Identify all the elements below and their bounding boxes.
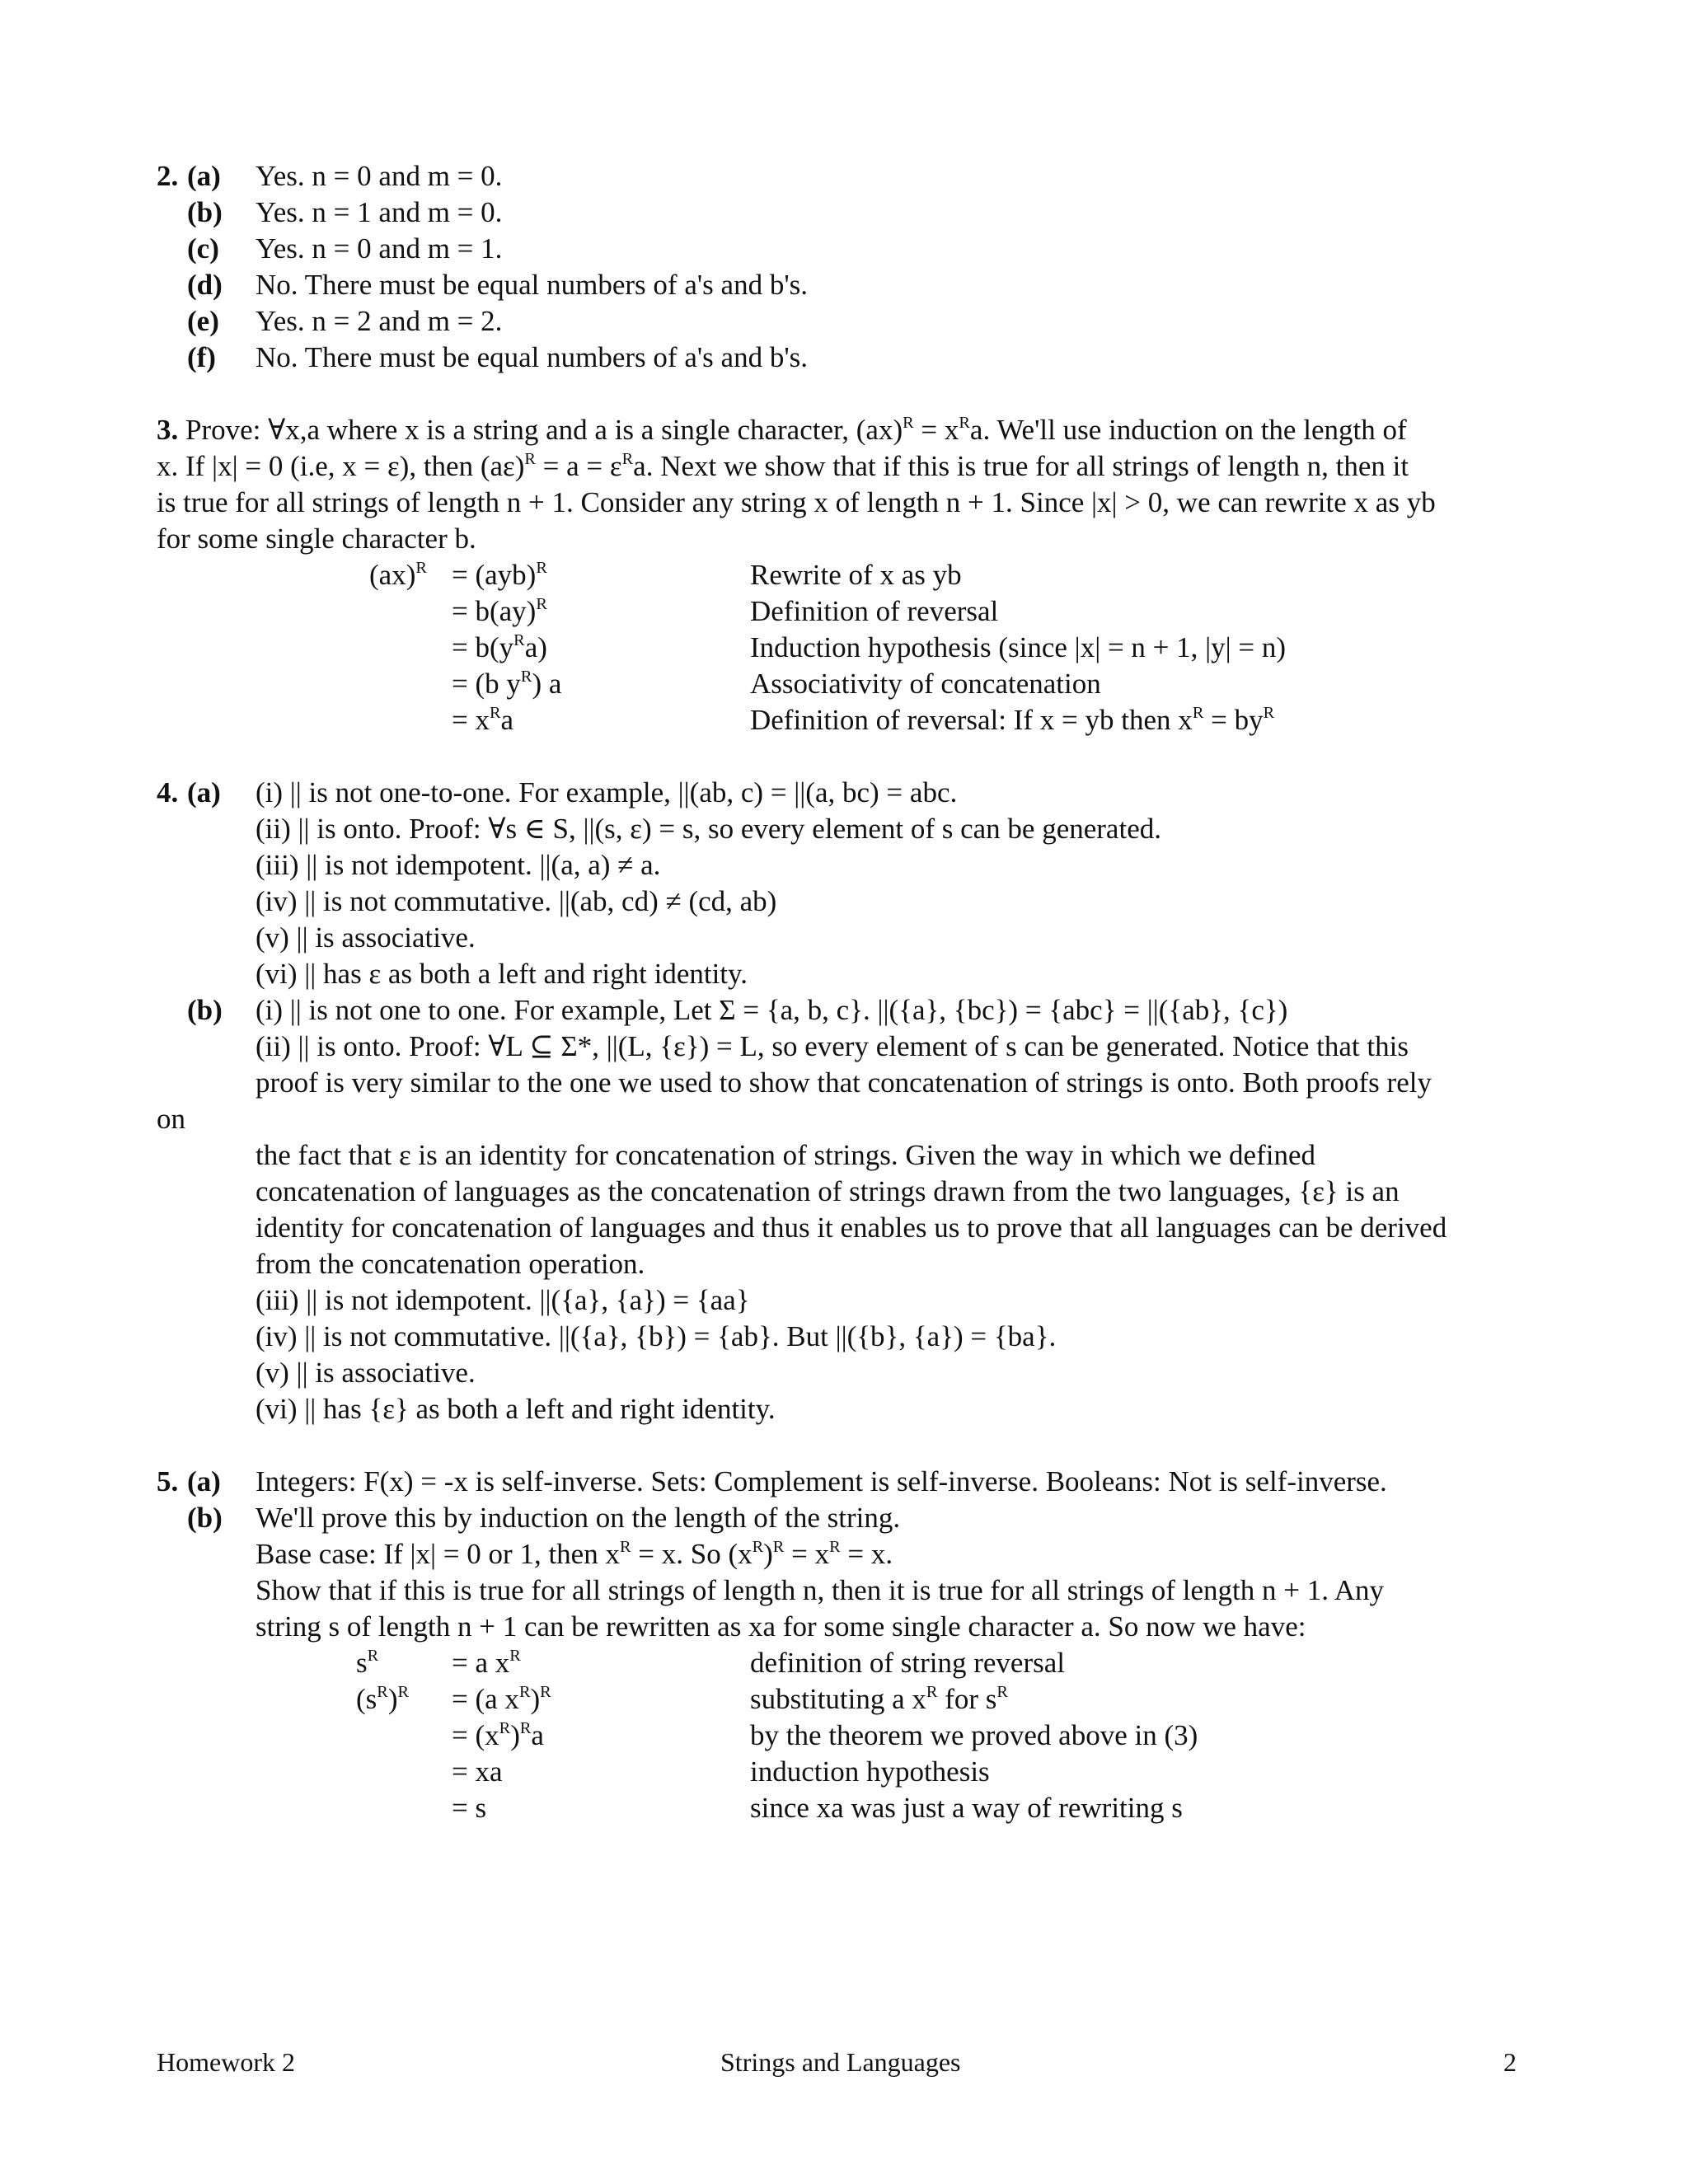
q5a-letter: (a): [187, 1465, 221, 1497]
q2d-text: No. There must be equal numbers of a's and b's.: [256, 269, 809, 301]
q3-deriv-note-2: Definition of reversal: [750, 595, 999, 627]
q4b-item-ii-line-3: the fact that ε is an identity for concatenation of strings. Given the way in which we defined: [256, 1139, 1315, 1171]
footer-page-number: 2: [1503, 2047, 1517, 2077]
q4b-item-v: (v) || is associative.: [256, 1357, 476, 1389]
q2e-text: Yes. n = 2 and m = 2.: [256, 305, 503, 337]
q5-deriv-note-4: induction hypothesis: [750, 1755, 990, 1788]
q4b-item-iii: (iii) || is not idempotent. ||({a}, {a}) = {aa}: [256, 1284, 750, 1316]
q4b-item-iv: (iv) || is not commutative. ||({a}, {b}) = {ab}. But ||({b}, {a}) = {ba}.: [256, 1320, 1057, 1352]
q4b-item-ii-line-2: proof is very similar to the one we used to show that concatenation of strings is onto. Both proofs rely: [256, 1066, 1432, 1099]
q3-line-4: for some single character b.: [157, 523, 476, 555]
q5-deriv-note-2: substituting a $x^R$ for $s^R$: [750, 1682, 1008, 1715]
q5a-text: Integers: F(x) = -x is self-inverse. Sets: Complement is self-inverse. Booleans: Not is self-inverse.: [256, 1465, 1387, 1497]
q5-deriv-note-3: by the theorem we proved above in (3): [750, 1719, 1198, 1751]
q2e-letter: (e): [187, 305, 219, 337]
q5b-line-1: We'll prove this by induction on the length of the string.: [256, 1502, 901, 1534]
q4a-item-iii: (iii) || is not idempotent. ||(a, a) ≠ a.: [256, 849, 661, 881]
q4b-item-ii-line-1: (ii) || is onto. Proof: ∀L ⊆ Σ*, ||(L, {ε}) = L, so every element of s can be generated. Notice that this: [256, 1030, 1409, 1062]
sup-r: R: [524, 449, 536, 468]
q4a-item-v: (v) || is associative.: [256, 921, 476, 954]
q5-deriv-step-1: = a $x^R$: [452, 1646, 521, 1679]
q4b-item-i: (i) || is not one to one. For example, Let Σ = {a, b, c}. ||({a}, {bc}) = {abc} = ||({ab}, {c}): [256, 994, 1288, 1026]
q3-text: a. We'll use induction on the length of: [969, 414, 1407, 446]
footer-center: Strings and Languages: [720, 2047, 961, 2077]
q4a-item-vi: (vi) || has ε as both a left and right identity.: [256, 958, 748, 990]
q5-deriv-step-2: = (a $x^R)^R$: [452, 1682, 551, 1715]
q3-deriv-step-5: = $x^Ra$: [452, 703, 514, 736]
q5b-line-3: Show that if this is true for all strings of length n, then it is true for all strings of length n + 1. Any: [256, 1574, 1385, 1606]
q4b-item-ii-line-6: from the concatenation operation.: [256, 1248, 645, 1280]
q3-text: x. If |x| = 0 (i.e, x = ε), then (aε): [157, 450, 525, 482]
q2-label: 2.: [157, 160, 179, 192]
q3-deriv-lhs: (ax)$^R$: [369, 558, 427, 591]
q3-deriv-step-3: = $b(y^Ra)$: [452, 630, 547, 663]
q2c-text: Yes. n = 0 and m = 1.: [256, 232, 503, 265]
q4-label: 4.: [157, 776, 179, 808]
q5-deriv-step-4: = xa: [452, 1755, 503, 1788]
sup-r: R: [903, 413, 914, 432]
q2f-letter: (f): [187, 341, 216, 373]
q3-deriv-note-1: Rewrite of x as yb: [750, 559, 962, 591]
q5-deriv-step-3: = $(x^R)^Ra$: [452, 1718, 544, 1751]
q2f-text: No. There must be equal numbers of a's and b's.: [256, 341, 809, 373]
q5b-line-2: Base case: If |x| = 0 or 1, then $x^R = x$. So $(x^R)^R = x^R = x$.: [256, 1537, 893, 1570]
q4b-item-vi: (vi) || has {ε} as both a left and right identity.: [256, 1393, 776, 1425]
q4b-item-ii-line-5: identity for concatenation of languages and thus it enables us to prove that all languages can be derived: [256, 1212, 1447, 1244]
q2b-letter: (b): [187, 196, 223, 228]
q4a-item-i: (i) || is not one-to-one. For example, ||(ab, c) = ||(a, bc) = abc.: [256, 776, 958, 808]
q5b-line-4: string s of length n + 1 can be rewritten as xa for some single character a. So now we have:: [256, 1610, 1306, 1643]
sup-r: R: [621, 449, 634, 468]
q2b-text: Yes. n = 1 and m = 0.: [256, 196, 503, 228]
q3-deriv-step-2: = b(ay)$^R$: [452, 594, 547, 627]
q3-deriv-step-1: = (ayb)$^R$: [452, 558, 547, 591]
q2a-letter: (a): [187, 160, 221, 192]
q4a-item-ii: (ii) || is onto. Proof: ∀s ∈ S, ||(s, ε) = s, so every element of s can be generated.: [256, 813, 1161, 845]
q5-deriv-note-5: since xa was just a way of rewriting s: [750, 1792, 1183, 1824]
q3-text: = x: [913, 414, 959, 446]
q4a-item-iv: (iv) || is not commutative. ||(ab, cd) ≠ (cd, ab): [256, 885, 777, 917]
q3-deriv-note-5: Definition of reversal: If x = yb then $x^R = by^R$: [750, 703, 1275, 736]
q3-line-2: [157, 448, 1409, 485]
q3-line-1: [157, 412, 1407, 448]
footer-left: Homework 2: [157, 2047, 295, 2077]
q2a-text: Yes. n = 0 and m = 0.: [256, 160, 503, 192]
q3-line-3: is true for all strings of length n + 1. Consider any string x of length n + 1. Since |x| > 0, we can rewrite x as yb: [157, 486, 1436, 518]
sup-r: R: [959, 413, 970, 432]
q5-deriv-lhs-1: $s^R$: [356, 1646, 379, 1679]
q4b-item-ii-line-4: concatenation of languages as the concatenation of strings drawn from the two languages, {ε} is an: [256, 1175, 1400, 1207]
q3-deriv-note-4: Associativity of concatenation: [750, 668, 1101, 700]
q4a-letter: (a): [187, 776, 221, 808]
q4b-letter: (b): [187, 994, 223, 1026]
q5-deriv-step-5: = s: [452, 1792, 487, 1824]
q5-deriv-note-1: definition of string reversal: [750, 1647, 1065, 1679]
q3-text: = a = ε: [535, 450, 622, 482]
q2c-letter: (c): [187, 232, 219, 265]
q3-label: 3.: [157, 414, 179, 446]
q3-deriv-note-3: Induction hypothesis (since |x| = n + 1, |y| = n): [750, 631, 1287, 663]
q5-deriv-lhs-2: $(s^R)^R$: [356, 1682, 409, 1715]
q5-label: 5.: [157, 1465, 179, 1497]
q3-text: a. Next we show that if this is true for all strings of length n, then it: [633, 450, 1409, 482]
q2d-letter: (d): [187, 269, 223, 301]
q5b-letter: (b): [187, 1502, 223, 1534]
q4b-orphan-word: on: [157, 1103, 185, 1135]
q3-deriv-step-4: = (b $y^R$) a: [452, 667, 562, 700]
q3-text: Prove: ∀x,a where x is a string and a is a single character, (ax): [178, 414, 903, 446]
